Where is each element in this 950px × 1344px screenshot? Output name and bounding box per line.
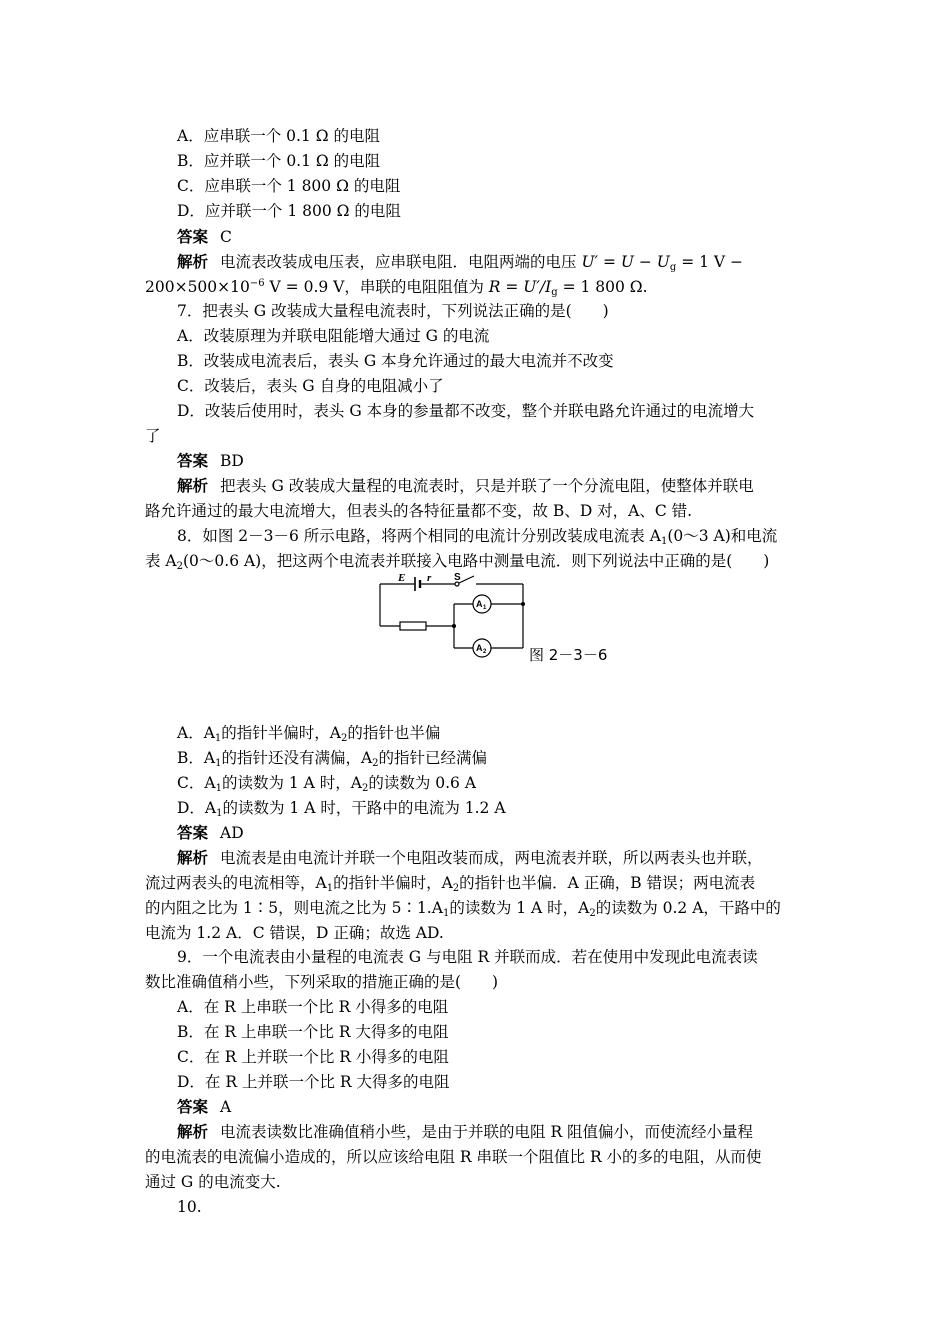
q8-analysis-line-1 xyxy=(177,847,842,869)
q6-option-a: A．应串联一个 0.1 Ω 的电阻 xyxy=(177,127,380,145)
q8-analysis-line-3 xyxy=(145,897,810,919)
label-e: E xyxy=(398,572,406,584)
analysis-text: 把表头 G 改装成大量程的电流表时，只是并联了一个分流电阻，使整体并联电 xyxy=(220,477,754,495)
analysis-label: 解析 xyxy=(177,252,209,271)
analysis-label: 解析 xyxy=(177,1122,209,1141)
subscript-g: g xyxy=(669,262,677,273)
q6-option-d: D．应并联一个 1 800 Ω 的电阻 xyxy=(177,202,401,220)
formula-u: U′ = U − U xyxy=(581,253,670,271)
q7-answer xyxy=(177,450,842,472)
option-text: 的读数为 1 A 时，A xyxy=(221,774,362,792)
analysis-text: 电流表改装成电压表，应串联电阻．电阻两端的电压 xyxy=(220,253,577,271)
q8-option-a xyxy=(177,722,842,744)
option-text: C．A xyxy=(177,774,216,792)
circuit-diagram xyxy=(370,570,530,662)
q9-option-a: A．在 R 上串联一个比 R 小得多的电阻 xyxy=(177,998,449,1016)
analysis-text: 200×500×10 xyxy=(145,278,250,296)
subscript: 2 xyxy=(589,908,596,919)
q7-option-b: B．改装成电流表后，表头 G 本身允许通过的最大电流并不改变 xyxy=(177,352,614,370)
subscript: 1 xyxy=(326,883,334,894)
q8-option-b xyxy=(177,747,842,769)
answer-value: C xyxy=(220,228,232,246)
q9-analysis-line-3: 通过 G 的电流变大. xyxy=(145,1173,281,1191)
junction-dot xyxy=(521,602,525,606)
analysis-text: 的读数为 0.2 A，干路中的 xyxy=(595,899,781,917)
option-text: 的指针已经满偏 xyxy=(378,749,488,767)
label-r: r xyxy=(427,572,432,584)
q7-stem: 7．把表头 G 改装成大量程电流表时，下列说法正确的是( ) xyxy=(177,302,609,320)
answer-label: 答案 xyxy=(177,451,209,470)
option-text: 的指针还没有满偏，A xyxy=(221,749,373,767)
option-text: 的指针半偏时，A xyxy=(221,724,341,742)
subscript: 2 xyxy=(340,733,348,744)
q9-option-c: C．在 R 上并联一个比 R 小得多的电阻 xyxy=(177,1048,449,1066)
analysis-text: 的读数为 1 A 时，A xyxy=(449,899,590,917)
option-text: 的指针也半偏 xyxy=(347,724,441,742)
q9-analysis-line-1 xyxy=(177,1121,842,1143)
q7-option-c: C．改装后，表头 G 自身的电阻减小了 xyxy=(177,377,444,395)
q8-analysis-line-2 xyxy=(145,872,810,894)
analysis-label: 解析 xyxy=(177,848,209,867)
answer-label: 答案 xyxy=(177,823,209,842)
analysis-text: = 1 800 Ω. xyxy=(557,278,648,296)
q6-option-c: C．应串联一个 1 800 Ω 的电阻 xyxy=(177,177,401,195)
q8-option-c xyxy=(177,772,842,794)
q9-stem-line-2: 数比准确值稍小些，下列采取的措施正确的是( ) xyxy=(145,973,499,991)
analysis-text: 电流表是由电流计并联一个电阻改装而成，两电流表并联，所以两表头也并联， xyxy=(220,849,763,867)
q9-answer xyxy=(177,1096,842,1118)
option-text: 的读数为 0.6 A xyxy=(368,774,477,792)
label-s: S xyxy=(454,572,461,583)
option-text: B．A xyxy=(177,749,216,767)
q9-analysis-line-2: 的电流表的电流偏小造成的，所以应该给电阻 R 串联一个阻值比 R 小的多的电阻，从而使 xyxy=(145,1148,762,1166)
analysis-text: 流过两表头的电流相等，A xyxy=(145,874,327,892)
option-text: 的读数为 1 A 时，干路中的电流为 1.2 A xyxy=(222,799,506,817)
stem-text: 8．如图 2－3－6 所示电路，将两个相同的电流计分别改装成电流表 A xyxy=(177,527,661,545)
subscript-g: g xyxy=(551,287,558,298)
analysis-label: 解析 xyxy=(177,476,209,495)
analysis-text: V = 0.9 V，串联的电阻阻值为 xyxy=(264,278,489,296)
q6-analysis-line-1 xyxy=(177,251,842,273)
answer-value: BD xyxy=(220,452,244,470)
answer-value: AD xyxy=(220,824,244,842)
q6-option-b: B．应并联一个 0.1 Ω 的电阻 xyxy=(177,152,381,170)
q7-analysis-line-2: 路允许通过的最大电流增大，但表头的各特征量都不变，故 B、D 对，A、C 错. xyxy=(145,502,693,520)
q6-analysis-line-2 xyxy=(145,276,810,298)
resistor xyxy=(400,622,426,630)
option-text: A．A xyxy=(177,724,215,742)
stem-text: (0～3 A)和电流 xyxy=(667,527,778,545)
analysis-text: 的指针半偏时，A xyxy=(333,874,453,892)
analysis-text: 电流表读数比准确值稍小些，是由于并联的电阻 R 阻值偏小，而使流经小量程 xyxy=(220,1123,754,1141)
stem-text: 表 A xyxy=(145,552,177,570)
answer-label: 答案 xyxy=(177,1097,209,1116)
subscript: 1 xyxy=(215,758,222,769)
answer-label: 答案 xyxy=(177,227,209,246)
q7-analysis-line-1 xyxy=(177,475,842,497)
option-text: D．A xyxy=(177,799,217,817)
exponent: −6 xyxy=(249,278,265,289)
answer-value: A xyxy=(220,1098,232,1116)
q9-option-b: B．在 R 上串联一个比 R 大得多的电阻 xyxy=(177,1023,449,1041)
subscript: 2 xyxy=(361,783,369,794)
analysis-text: 的指针也半偏．A 正确，B 错误；两电流表 xyxy=(459,874,756,892)
subscript: 2 xyxy=(372,758,379,769)
figure-caption: 图 2－3－6 xyxy=(529,646,608,664)
q7-option-d-line-2: 了 xyxy=(145,427,161,445)
q9-option-d: D．在 R 上并联一个比 R 大得多的电阻 xyxy=(177,1073,450,1091)
subscript: 1 xyxy=(214,733,222,744)
q8-answer xyxy=(177,822,842,844)
formula-rest: = 1 V − xyxy=(676,253,744,271)
formula-r: R = U′/I xyxy=(488,278,552,296)
q8-analysis-line-4: 电流为 1.2 A．C 错误，D 正确；故选 AD. xyxy=(145,924,444,942)
q7-option-a: A．改装原理为并联电阻能增大通过 G 的电流 xyxy=(177,327,490,345)
q8-stem-line-1 xyxy=(177,525,842,547)
subscript: 1 xyxy=(216,808,223,819)
ammeter-a2-sub: 2 xyxy=(483,649,487,655)
ammeter-a1-label: A xyxy=(476,599,483,609)
subscript: 2 xyxy=(176,561,183,572)
subscript: 2 xyxy=(452,883,460,894)
q7-option-d-line-1: D．改装后使用时，表头 G 本身的参量都不改变，整个并联电路允许通过的电流增大 xyxy=(177,402,755,420)
q6-answer xyxy=(177,226,842,248)
analysis-text: 的内阻之比为 1∶5，则电流之比为 5∶1.A xyxy=(145,899,443,917)
q10-stem: 10. xyxy=(177,1198,202,1216)
ammeter-a2-label: A xyxy=(476,643,483,653)
subscript: 1 xyxy=(215,783,222,794)
q8-stem-line-2 xyxy=(145,550,810,572)
subscript: 1 xyxy=(442,908,450,919)
switch-blade xyxy=(459,576,474,583)
subscript: 1 xyxy=(660,536,668,547)
junction-dot xyxy=(452,624,456,628)
q9-stem-line-1: 9．一个电流表由小量程的电流表 G 与电阻 R 并联而成．若在使用中发现此电流表读 xyxy=(177,948,758,966)
stem-text: (0～0.6 A)，把这两个电流表并联接入电路中测量电流．则下列说法中正确的是( ) xyxy=(183,552,770,570)
q8-option-d xyxy=(177,797,842,819)
ammeter-a1-sub: 1 xyxy=(483,605,487,611)
